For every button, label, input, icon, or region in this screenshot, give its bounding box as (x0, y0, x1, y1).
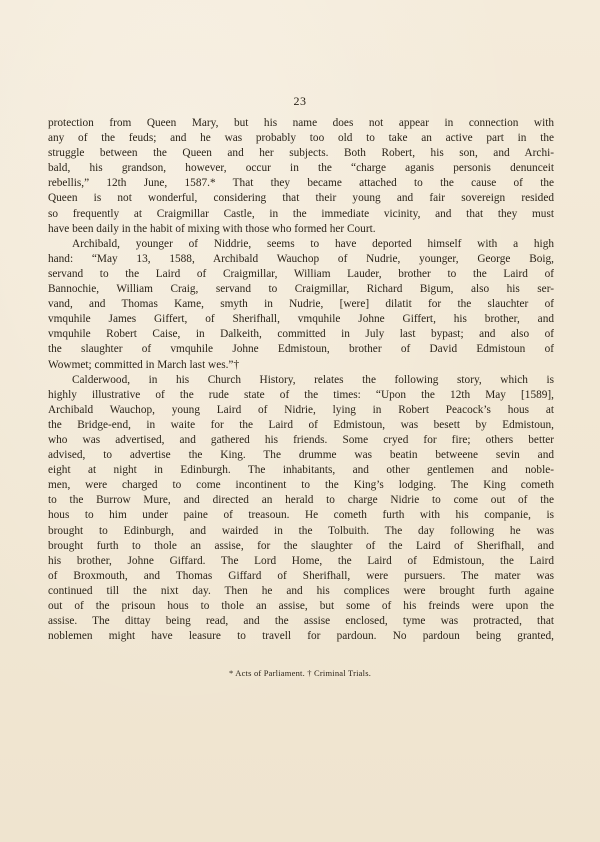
text-line: servand to the Laird of Craigmillar, William Lauder, brother to the Laird of (48, 267, 554, 280)
text-line: his brother, Johne Giffard. The Lord Home, the Laird of Edmistoun, the Laird (48, 554, 554, 567)
text-line: advised, to advertise the King. The drumme was beatin betweene sevin and (48, 449, 554, 462)
text-line: protection from Queen Mary, but his name does not appear in connection with (48, 117, 554, 129)
text-line: struggle between the Queen and her subjects. Both Robert, his son, and Archi- (48, 147, 554, 160)
text-line: eight at night in Edinburgh. The inhabitants, and other gentlemen and noble- (48, 464, 554, 477)
text-line: vmquhile James Giffert, of Sherifhall, vmquhile Johne Giffert, his brother, and (48, 313, 554, 326)
text-line: the Bridge-end, in waite for the Laird of Edmistoun, was besett by Edmistoun, (48, 418, 554, 431)
text-line: highly illustrative of the rude state of the times: “Upon the 12th May [1589], (48, 388, 554, 401)
text-line: Bannochie, William Craig, servand to Craigmillar, Richard Bigum, also his ser- (48, 283, 554, 296)
text-line: hand: “May 13, 1588, Archibald Wauchop of Nudrie, younger, George Boig, (48, 252, 554, 265)
body-text (48, 116, 554, 644)
text-line: the slaughter of vmquhile Johne Edmistoun, brother of David Edmistoun of (48, 343, 554, 356)
text-line: bald, his grandson, however, occur in the “charge aganis personis denunceit (48, 162, 554, 175)
text-line: have been daily in the habit of mixing with those who formed her Court. (48, 222, 376, 235)
text-line: Archibald Wauchop, young Laird of Nidrie, lying in Robert Peacock’s hous at (48, 403, 554, 416)
text-line: Calderwood, in his Church History, relates the following story, which is (72, 373, 554, 386)
page-number: 23 (293, 94, 307, 108)
text-line: to the Burrow Mure, and directed an herald to charge Nidrie to come out of the (48, 494, 554, 507)
text-line: out of the prisoun hous to thole an assise, but some of his freinds were upon the (48, 600, 554, 612)
text-line: of Broxmouth, and Thomas Giffard of Sherifhall, were pursuers. The mater was (48, 569, 554, 582)
text-line: Archibald, younger of Niddrie, seems to have deported himself with a high (72, 237, 554, 250)
text-line: men, were charged to come incontinent to the King’s lodging. The King cometh (48, 479, 554, 492)
text-line: assise. The dittay being read, and the assise enclosed, tyme was protracted, that (48, 615, 554, 628)
text-line: noblemen might have leasure to travell for pardoun. No pardoun being granted, (48, 630, 554, 643)
text-line: brought to Edinburgh, and wairded in the Tolbuith. The day following he was (48, 524, 554, 537)
text-line: rebellis,” 12th June, 1587.* That they became attached to the cause of the (48, 177, 554, 190)
text-line: hous to him under paine of treasoun. He cometh furth with his companie, is (48, 509, 554, 522)
text-line: continued till the nixt day. Then he and his complices were brought furth againe (48, 584, 554, 597)
text-line: any of the feuds; and he was probably too old to take an active part in the (48, 132, 554, 145)
text-line: Wowmet; committed in March last wes.”† (48, 358, 240, 371)
text-line: brought furth to thole an assise, for the slaughter of the Laird of Sherifhall, and (48, 539, 554, 552)
text-line: vand, and Thomas Kame, smyth in Nudrie, [were] dilatit for the slauchter of (48, 298, 554, 311)
footnotes: * Acts of Parliament. † Criminal Trials. (228, 668, 372, 678)
text-line: so frequently at Craigmillar Castle, in the immediate vicinity, and that they must (48, 207, 554, 220)
text-line: vmquhile Robert Caise, in Dalkeith, committed in July last bypast; and also of (48, 328, 554, 341)
text-line: who was advertised, and gathered his friends. Some cryed for fire; others better (48, 433, 554, 446)
text-line: Queen is not wonderful, considering that their young and fair sovereign resided (48, 192, 554, 205)
